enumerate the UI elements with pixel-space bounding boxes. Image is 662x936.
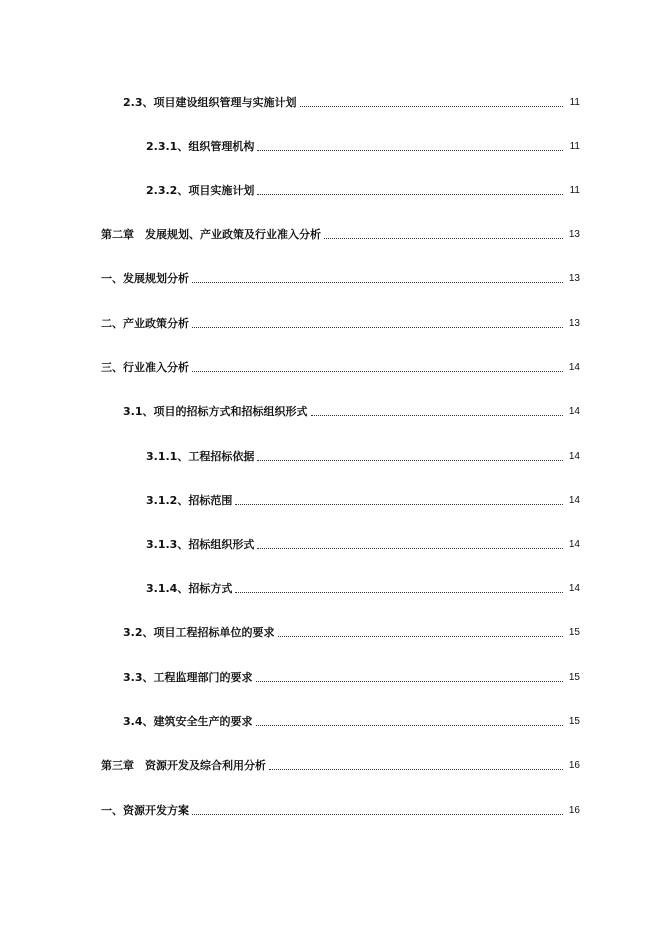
- toc-entry[interactable]: [0, 669, 662, 685]
- toc-entry[interactable]: [0, 94, 662, 110]
- toc-entry-page-number: 14: [568, 362, 580, 373]
- dot-leader: [256, 680, 564, 682]
- dot-leader: [300, 105, 564, 107]
- toc-entry-title: 第三章 资源开发及综合利用分析: [101, 759, 266, 772]
- toc-entry[interactable]: [0, 138, 662, 154]
- toc-entry-title: 3.1.1、工程招标依据: [146, 450, 255, 463]
- dot-leader: [324, 237, 563, 239]
- toc-entry[interactable]: [0, 226, 662, 242]
- dot-leader: [192, 326, 563, 328]
- toc-entry-title: 3.1.3、招标组织形式: [146, 538, 255, 551]
- toc-entry-page-number: 15: [568, 627, 580, 638]
- toc-entry[interactable]: [0, 403, 662, 419]
- toc-entry-title: 二、产业政策分析: [101, 317, 189, 330]
- toc-entry-title: 2.3.1、组织管理机构: [146, 140, 255, 153]
- toc-entry-title: 2.3.2、项目实施计划: [146, 184, 255, 197]
- toc-entry-title: 三、行业准入分析: [101, 361, 189, 374]
- toc-entry[interactable]: [0, 492, 662, 508]
- toc-entry-title: 2.3、项目建设组织管理与实施计划: [123, 96, 297, 109]
- toc-entry-title: 3.2、项目工程招标单位的要求: [123, 626, 275, 639]
- toc-entry[interactable]: [0, 448, 662, 464]
- toc-entry-title: 一、资源开发方案: [101, 804, 189, 817]
- dot-leader: [257, 547, 563, 549]
- dot-leader: [257, 193, 563, 195]
- toc-entry-title: 3.1.2、招标范围: [146, 494, 233, 507]
- toc-entry-page-number: 11: [569, 185, 580, 196]
- toc-entry-title: 3.4、建筑安全生产的要求: [123, 715, 253, 728]
- dot-leader: [256, 724, 564, 726]
- toc-entry-page-number: 14: [568, 451, 580, 462]
- dot-leader: [235, 503, 563, 505]
- toc-entry[interactable]: [0, 182, 662, 198]
- toc-entry-page-number: 14: [568, 495, 580, 506]
- toc-entry[interactable]: [0, 315, 662, 331]
- dot-leader: [192, 813, 563, 815]
- toc-entry[interactable]: [0, 580, 662, 596]
- toc-entry-title: 3.3、工程监理部门的要求: [123, 671, 253, 684]
- dot-leader: [278, 635, 564, 637]
- toc-entry-title: 3.1.4、招标方式: [146, 582, 233, 595]
- dot-leader: [192, 281, 563, 283]
- toc-entry-title: 一、发展规划分析: [101, 272, 189, 285]
- toc-entry-page-number: 15: [568, 672, 580, 683]
- toc-entry-page-number: 14: [568, 406, 580, 417]
- toc-entry-page-number: 14: [568, 539, 580, 550]
- toc-entry-page-number: 11: [569, 141, 580, 152]
- toc-entry-page-number: 13: [568, 318, 580, 329]
- dot-leader: [311, 414, 564, 416]
- toc-entry-page-number: 16: [568, 760, 580, 771]
- toc-entry[interactable]: [0, 270, 662, 286]
- toc-entry-page-number: 15: [568, 716, 580, 727]
- toc-entry[interactable]: [0, 713, 662, 729]
- toc-entry-page-number: 16: [568, 805, 580, 816]
- toc-entry[interactable]: [0, 359, 662, 375]
- dot-leader: [257, 459, 563, 461]
- dot-leader: [257, 149, 563, 151]
- dot-leader: [269, 768, 563, 770]
- toc-entry[interactable]: [0, 802, 662, 818]
- toc-entry-title: 第二章 发展规划、产业政策及行业准入分析: [101, 228, 321, 241]
- toc-entry[interactable]: [0, 536, 662, 552]
- toc-entry-page-number: 13: [568, 273, 580, 284]
- dot-leader: [235, 591, 563, 593]
- toc-entry[interactable]: [0, 757, 662, 773]
- toc-entry-title: 3.1、项目的招标方式和招标组织形式: [123, 405, 308, 418]
- toc-entry-page-number: 13: [568, 229, 580, 240]
- toc-entry-page-number: 11: [569, 97, 580, 108]
- toc-entry[interactable]: [0, 624, 662, 640]
- toc-entry-page-number: 14: [568, 583, 580, 594]
- dot-leader: [192, 370, 563, 372]
